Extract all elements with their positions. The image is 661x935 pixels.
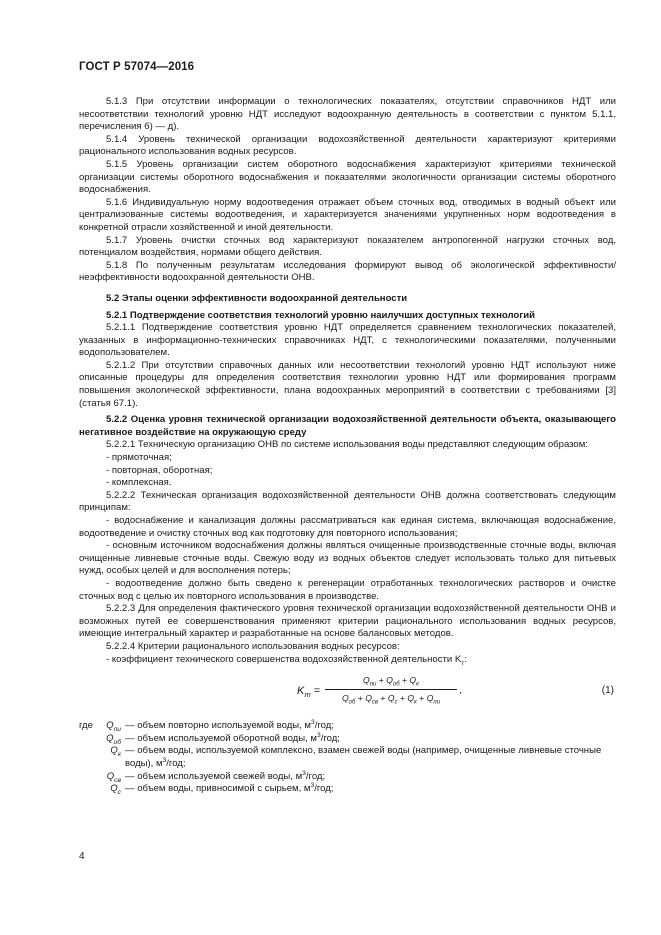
definition-symbol	[79, 733, 121, 746]
list-item: - комплексная.	[106, 477, 172, 489]
def-body: — объем используемой оборотной воды, м	[125, 732, 317, 744]
symbol-sub: с	[117, 789, 121, 796]
paragraph-5-1-7: 5.1.7 Уровень очистки сточных вод характеризуют показателем антропогенной нагрузки сточных вод, потенциалом воздействия, нормами общего действия.	[79, 234, 616, 259]
symbol-letter: Q	[106, 732, 114, 744]
formula-lhs-symbol: K	[297, 685, 305, 698]
symbol-sub: к	[117, 751, 121, 759]
unit-sup: 3	[162, 756, 167, 764]
paragraph-5-1-5: 5.1.5 Уровень организации систем оборотного водоснабжения характеризуют критериями технической организации системы оборотного водоснабжения и показателями экологичности организации системы оборотного водоснабжения.	[79, 158, 616, 196]
list-item: - водоотведение должно быть сведено к регенерации отработанных технологических растворов и очистке сточных вод с целью их повторного использования в производстве.	[79, 577, 616, 602]
paragraph-5-2-2-2: 5.2.2.2 Техническая организация водохозяйственной деятельности ОНВ должна соответствовать следующим принципам:	[79, 489, 616, 514]
def-tail: /год;	[166, 757, 186, 769]
definition-text	[121, 733, 616, 746]
paragraph-5-1-8: 5.1.8 По полученным результатам исследования формируют вывод об экологической эффективности/неэффективности водоохранной деятельности ОНВ.	[79, 259, 616, 284]
section-heading-5-2: 5.2 Этапы оценки эффективности водоохранной деятельности	[106, 292, 408, 304]
symbol-letter: Q	[110, 745, 118, 757]
formula-comma: ,	[459, 685, 462, 697]
paragraph-5-2-2-3: 5.2.2.3 Для определения фактического уровня технической организации водохозяйственной деятельности ОНВ и возможных путей ее совершенствования применяют критерии рационального использования водных ресурсов, имеющие интегральный характер и разработанные на основе балансовых методов.	[79, 603, 616, 640]
definition-text	[121, 720, 616, 733]
page-content	[79, 96, 616, 796]
definition-row	[79, 745, 616, 770]
definition-symbol	[79, 745, 121, 770]
symbol-letter: Q	[106, 720, 114, 732]
definition-row	[79, 733, 616, 746]
definition-row	[79, 771, 616, 784]
paragraph-5-2-1-1: 5.2.1.1 Подтверждение соответствия уровню НДТ определяется сравнением технологических показателей, указанных в информационно-технических справочниках НДТ, с технологическими показателями, полученными водопользователем.	[79, 322, 616, 359]
paragraph-5-1-6: 5.1.6 Индивидуальную норму водоотведения отражает объем сточных вод, отводимых в водный объект или централизованные системы водоотведения, и характеризуется значениями укрупненных норм водоотведения в конкретной отрасли хозяйственной и иной деятельности.	[79, 196, 616, 233]
symbol-sub: св	[114, 776, 121, 784]
symbol-letter: Q	[110, 783, 118, 795]
definition-text	[121, 783, 616, 796]
def-tail: /год;	[314, 783, 334, 795]
section-heading-5-2-2: 5.2.2 Оценка уровня технической организации водохозяйственной деятельности объекта, оказывающего негативное воздействие на окружающую среду	[79, 414, 616, 438]
definition-text	[121, 771, 616, 784]
formula-denominator-text: $Q_{об} + Q_{св} + Q_с + Q_к + Q_{пи}$	[341, 692, 441, 706]
definition-row	[79, 783, 616, 796]
def-body: — объем повторно используемой воды, м	[125, 720, 312, 732]
list-item: - повторная, оборотная;	[106, 464, 213, 476]
symbol-sub: об	[113, 738, 121, 746]
paragraph-5-2-1-2: 5.2.1.2 При отсутствии справочных данных или несоответствии технологий уровню НДТ используют ниже описанные процедуры для определения соответствия технологии уровню НДТ или формирования программ повышения экологической эффективности, плана водоохранных мероприятий в соответствии с требованиями [3] (статья 67.1).	[79, 359, 616, 409]
formula-numerator-text: $Q_{пи} + Q_{об} + Q_к$	[363, 675, 419, 688]
formula-lhs-sub: т	[304, 690, 311, 700]
document-header: ГОСТ Р 57074—2016	[79, 61, 195, 73]
unit-sup: 3	[310, 781, 315, 789]
page-number: 4	[79, 851, 85, 862]
def-tail: /год;	[305, 770, 326, 782]
unit-sup: 3	[302, 769, 306, 777]
paragraph-5-2-2-4: 5.2.2.4 Критерии рационального использования водных ресурсов:	[106, 640, 400, 652]
section-heading-5-2-1: 5.2.1 Подтверждение соответствия технологий уровню наилучших доступных технологий	[106, 309, 535, 321]
formula-fraction	[325, 674, 457, 704]
definition-symbol	[79, 783, 121, 796]
list-item: - основным источником водоснабжения должны являться очищенные производственные сточные воды, включая очищенные ливневые сточные воды. Свежую воду из водных объектов следует использовать только для питьевых нужд, особых целей и для восполнения потерь;	[79, 540, 616, 577]
kt-text: - коэффициент технического совершенства водохозяйственной деятельности K	[106, 653, 462, 665]
definitions-list	[79, 720, 616, 796]
unit-sup: 3	[316, 731, 321, 739]
definition-symbol	[79, 771, 121, 784]
unit-sup: 3	[311, 718, 315, 726]
where-label: где	[79, 720, 93, 732]
def-body: — объем используемой свежей воды, м	[125, 770, 303, 782]
definition-row	[79, 720, 616, 733]
symbol-letter: Q	[106, 770, 115, 782]
formula-equals: =	[310, 685, 321, 698]
kt-end: :	[464, 653, 467, 665]
paragraph-5-2-2-1: 5.2.2.1 Техническую организацию ОНВ по системе использования воды представляют следующим образом:	[106, 439, 588, 451]
formula-denominator	[325, 690, 457, 705]
def-tail: /год;	[314, 720, 334, 732]
list-item-kt	[79, 654, 616, 667]
symbol-sub: пи	[113, 726, 121, 734]
formula-number: (1)	[601, 685, 614, 697]
definition-text	[121, 745, 616, 770]
def-body: — объем воды, привносимой с сырьем, м	[125, 783, 311, 795]
formula-1	[79, 672, 616, 714]
def-body: — объем воды, используемой комплексно, взамен свежей воды (например, очищенные ливневые сточные воды), м	[125, 745, 602, 769]
formula-numerator	[325, 674, 457, 689]
paragraph-5-1-4: 5.1.4 Уровень технической организации водохозяйственной деятельности характеризуют критериями рационального использования водных ресурсов.	[79, 133, 616, 158]
formula-lhs	[297, 685, 320, 698]
paragraph-5-1-3: 5.1.3 При отсутствии информации о технологических показателях, отсутствии справочников НДТ или несоответствии технологий уровню НДТ исследуют водоохранную деятельность в соответствии с пунктом 5.1.1, перечисления б) — д).	[79, 96, 616, 133]
list-item: - прямоточная;	[106, 452, 172, 464]
kt-sub: т	[461, 659, 465, 667]
list-item: - водоснабжение и канализация должны рассматриваться как единая система, включающая водоснабжение, водоотведение и очистку сточных вод как подготовку для повторного использования;	[79, 515, 616, 539]
def-tail: /год;	[320, 732, 340, 744]
